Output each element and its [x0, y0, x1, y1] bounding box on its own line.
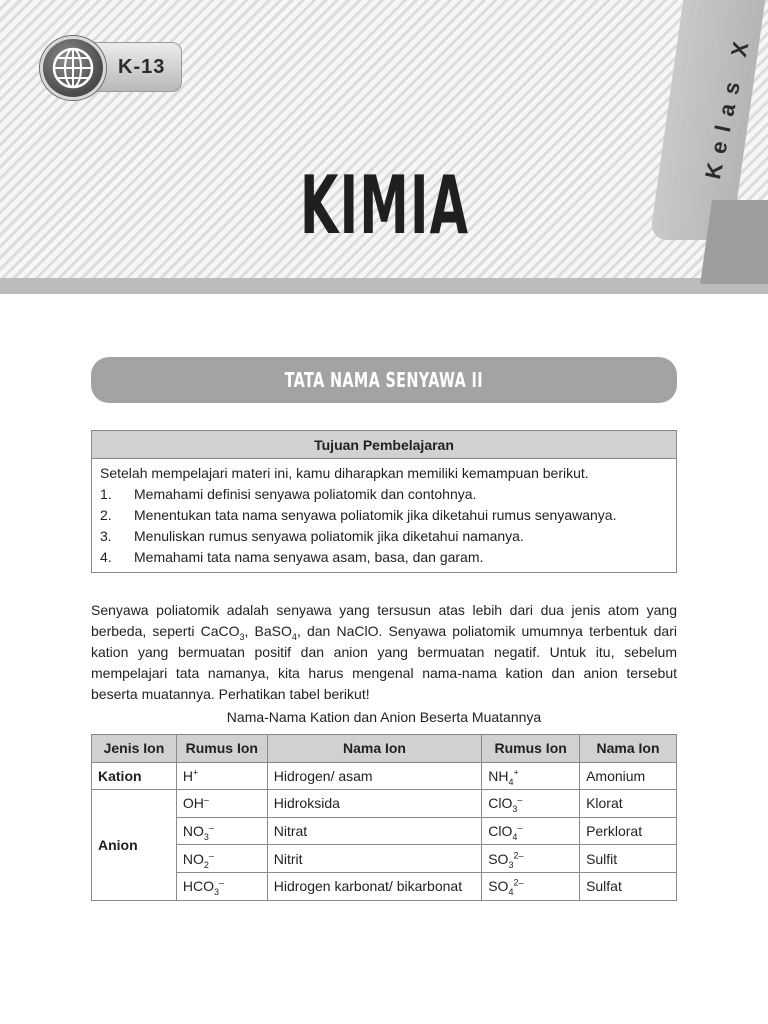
- table-row: [92, 817, 677, 845]
- formula-cell: ClO$_3$–: [482, 790, 580, 818]
- name-cell: Amonium: [580, 762, 677, 790]
- formula-cell: $SO_4^{2-}$: [482, 872, 580, 900]
- paragraph-text: Senyawa poliatomik adalah senyawa yang tersusun atas lebih dari dua jenis atom yang berbeda, seperti CaCO: [91, 602, 677, 639]
- objective-item: [100, 547, 668, 568]
- objectives-intro: Setelah mempelajari materi ini, kamu diharapkan memiliki kemampuan berikut.: [100, 465, 589, 481]
- objective-text: Menentukan tata nama senyawa poliatomik jika diketahui rumus senyawanya.: [134, 507, 617, 523]
- objectives-body: [92, 459, 676, 568]
- objective-text: Memahami definisi senyawa poliatomik dan contohnya.: [134, 486, 477, 502]
- intro-paragraph: [91, 600, 677, 705]
- name-cell: Sulfat: [580, 872, 677, 900]
- name-cell: Nitrit: [267, 845, 481, 873]
- formula-cell: $NO_2^-$: [176, 845, 267, 873]
- formula-cell: ClO$_4$–: [482, 817, 580, 845]
- column-header: Nama Ion: [580, 735, 677, 763]
- formula-cell: $NH_4^+$: [482, 762, 580, 790]
- curriculum-badge-label: K-13: [118, 56, 166, 78]
- formula-cell: $NO_3^-$: [176, 817, 267, 845]
- section-heading: [91, 357, 677, 403]
- objective-number: 3.: [100, 528, 112, 544]
- table-row: [92, 762, 677, 790]
- formula-cell: OH–: [176, 790, 267, 818]
- name-cell: Hidrogen karbonat/ bikarbonat: [267, 872, 481, 900]
- column-header: Nama Ion: [267, 735, 481, 763]
- table-header-row: [92, 735, 677, 763]
- name-cell: Hidroksida: [267, 790, 481, 818]
- section-heading-text: TATA NAMA SENYAWA II: [284, 368, 484, 392]
- objective-item: [100, 526, 668, 547]
- column-header: Rumus Ion: [482, 735, 580, 763]
- learning-objectives-box: [91, 430, 677, 573]
- objective-item: [100, 505, 668, 526]
- header-band: [0, 278, 768, 294]
- formula-cell: $SO_3^{2-}$: [482, 845, 580, 873]
- ion-table: [91, 734, 677, 901]
- subject-title: KIMIA: [300, 159, 470, 252]
- paragraph-text: , BaSO: [244, 623, 292, 639]
- name-cell: Perklorat: [580, 817, 677, 845]
- table-row: [92, 790, 677, 818]
- objective-number: 2.: [100, 507, 112, 523]
- column-header: Jenis Ion: [92, 735, 177, 763]
- subscript: 4: [291, 631, 297, 642]
- objective-number: 1.: [100, 486, 112, 502]
- objective-text: Menuliskan rumus senyawa poliatomik jika diketahui namanya.: [134, 528, 524, 544]
- objective-item: [100, 484, 668, 505]
- name-cell: Sulfit: [580, 845, 677, 873]
- table-row: [92, 845, 677, 873]
- kelas-tab-shadow: [700, 200, 768, 284]
- ion-type-cell: Kation: [92, 762, 177, 790]
- globe-icon: [40, 36, 106, 100]
- objectives-title: Tujuan Pembelajaran: [92, 431, 676, 459]
- name-cell: Hidrogen/ asam: [267, 762, 481, 790]
- column-header: Rumus Ion: [176, 735, 267, 763]
- objective-text: Memahami tata nama senyawa asam, basa, dan garam.: [134, 549, 484, 565]
- formula-cell: $HCO_3^-$: [176, 872, 267, 900]
- table-caption: Nama-Nama Kation dan Anion Beserta Muatannya: [226, 709, 542, 725]
- objective-number: 4.: [100, 549, 112, 565]
- name-cell: Klorat: [580, 790, 677, 818]
- formula-cell: H+: [176, 762, 267, 790]
- ion-type-cell: Anion: [92, 790, 177, 900]
- name-cell: Nitrat: [267, 817, 481, 845]
- table-row: [92, 872, 677, 900]
- subscript: 3: [239, 631, 245, 642]
- kelas-label: Kelas X: [700, 29, 756, 182]
- paragraph-text: , dan NaClO. Senyawa poliatomik umumnya terbentuk dari kation yang bermuatan positif dan anion yang bermuatan negatif. Untuk itu, sebelum mempelajari tata namanya, kita harus mengenal nama-nama kation dan anion tersebut beserta muatannya. Perhatikan tabel berikut!: [91, 623, 677, 702]
